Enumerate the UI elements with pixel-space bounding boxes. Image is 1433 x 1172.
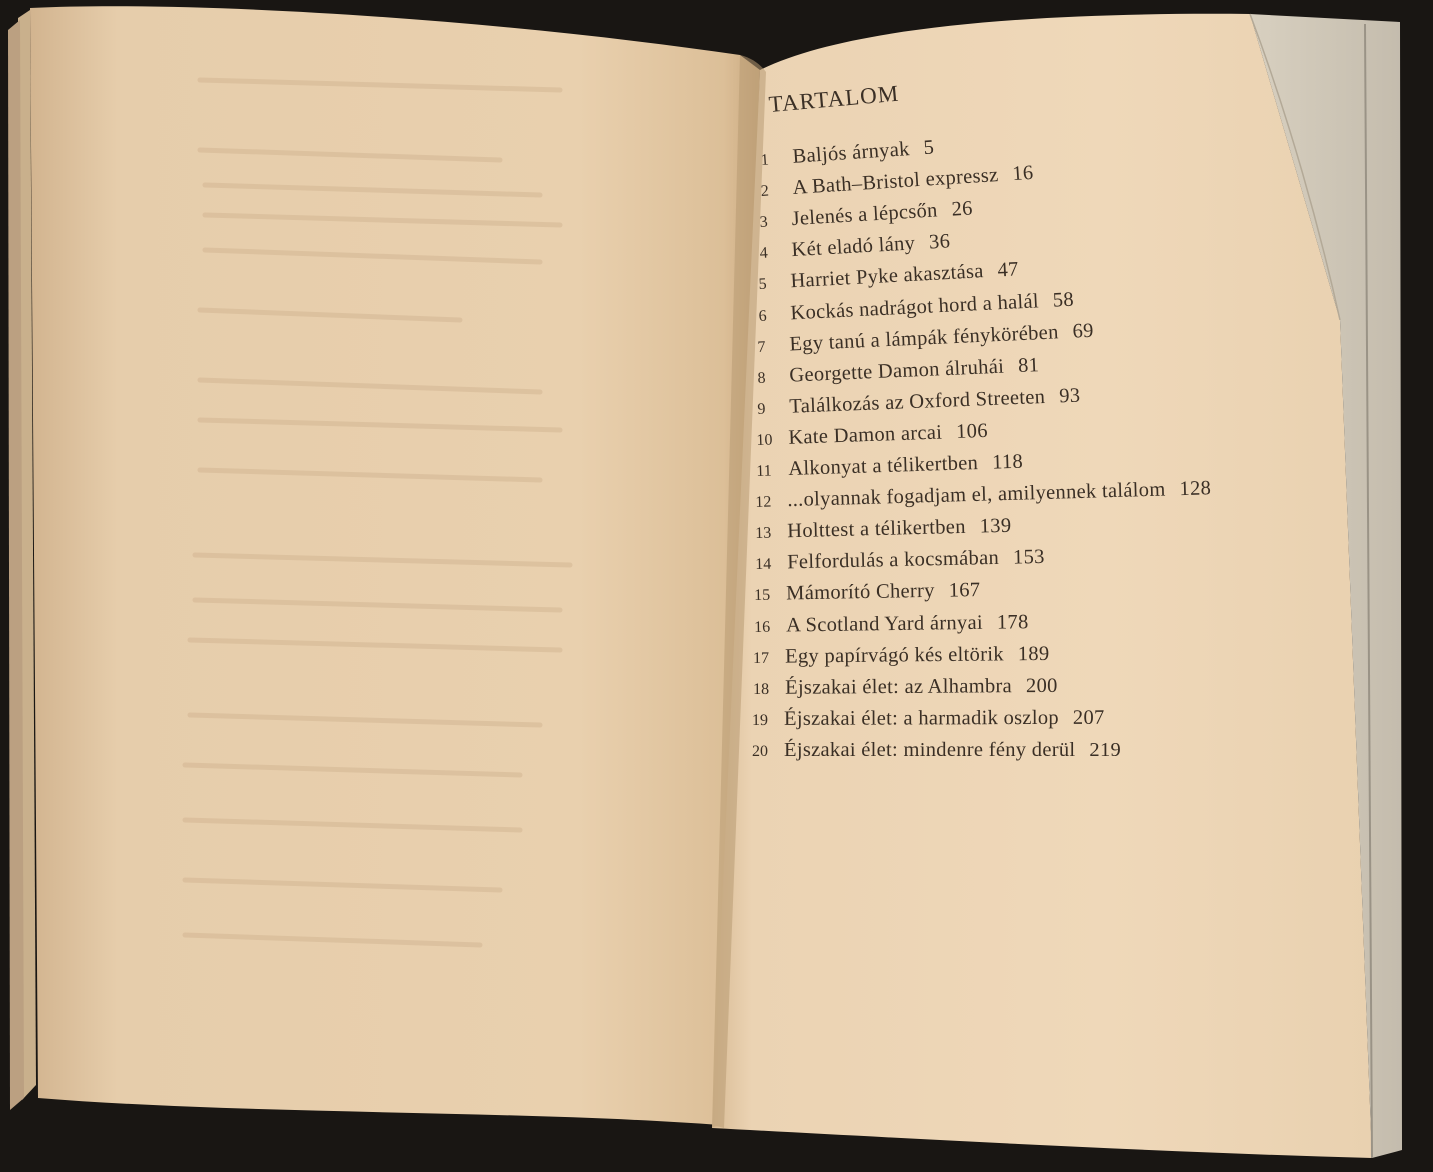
chapter-number: 15 — [754, 586, 771, 604]
chapter-page-number: 26 — [950, 197, 974, 221]
chapter-number: 2 — [760, 182, 770, 200]
right-page — [712, 14, 1372, 1158]
chapter-page-number: 118 — [991, 450, 1024, 474]
chapter-title-text: Egy tanú a lámpák fénykörében — [788, 321, 1060, 356]
chapter-number: 13 — [755, 524, 772, 542]
chapter-number: 7 — [757, 338, 766, 356]
chapter-number: 18 — [753, 680, 770, 698]
chapter-page-number: 207 — [1072, 706, 1105, 729]
chapter-number: 4 — [759, 244, 769, 262]
chapter-page-number: 106 — [955, 419, 989, 444]
chapter-number: 6 — [758, 307, 768, 325]
chapter-title-text: Felfordulás a kocsmában — [786, 546, 1000, 574]
chapter-title-text: Találkozás az Oxford Streeten — [788, 385, 1046, 418]
chapter-page-number: 58 — [1052, 288, 1075, 312]
chapter-title-text: ...olyannak fogadjam el, amilyennek találom — [786, 478, 1166, 512]
chapter-page-number: 5 — [922, 136, 935, 160]
chapter-title-text: Éjszakai élet: az Alhambra — [784, 675, 1013, 699]
chapter-page-number: 189 — [1017, 642, 1050, 666]
toc-heading: TARTALOM — [767, 80, 901, 118]
chapter-number: 11 — [756, 462, 773, 480]
chapter-page-number: 139 — [979, 514, 1012, 538]
chapter-number: 5 — [758, 275, 768, 293]
chapter-page-number: 81 — [1017, 354, 1040, 378]
chapter-title-text: Holttest a télikertben — [786, 515, 967, 543]
chapter-page-number: 178 — [996, 611, 1029, 634]
chapter-title-text: Kate Damon arcai — [787, 421, 943, 449]
chapter-title-text: Alkonyat a télikertben — [787, 452, 979, 480]
chapter-title-text: Éjszakai élet: a harmadik oszlop — [783, 706, 1059, 730]
chapter-title-text: Éjszakai élet: mindenre fény derül — [784, 739, 1076, 761]
chapter-page-number: 128 — [1179, 477, 1212, 501]
chapter-page-number: 200 — [1025, 674, 1058, 698]
chapter-page-number: 153 — [1012, 545, 1045, 569]
chapter-number: 19 — [752, 711, 769, 729]
chapter-title-text: Mámorító Cherry — [785, 579, 935, 605]
chapter-title-text: Egy papírvágó kés eltörik — [784, 643, 1004, 668]
chapter-page-number: 93 — [1058, 384, 1081, 408]
chapter-title-text: Georgette Damon álruhái — [788, 355, 1005, 387]
chapter-number: 8 — [757, 369, 766, 387]
chapter-number: 3 — [759, 213, 769, 231]
chapter-title-text: Kockás nadrágot hord a halál — [789, 290, 1040, 325]
chapter-number: 20 — [752, 743, 768, 760]
chapter-title-text: A Scotland Yard árnyai — [785, 611, 984, 637]
chapter-number: 1 — [760, 151, 770, 169]
chapter-title-text: Jelenés a lépcsőn — [790, 199, 939, 231]
chapter-title-text: Baljós árnyak — [791, 138, 911, 168]
chapter-page-number: 47 — [996, 258, 1020, 282]
chapter-page-number: 69 — [1072, 319, 1095, 343]
chapter-number: 14 — [755, 555, 772, 573]
chapter-page-number: 16 — [1011, 161, 1035, 186]
chapter-page-number: 36 — [928, 230, 951, 254]
chapter-title-text: Két eladó lány — [790, 232, 916, 262]
left-page — [30, 6, 760, 1125]
chapter-page-number: 219 — [1089, 739, 1122, 761]
chapter-number: 12 — [755, 493, 772, 511]
chapter-number: 10 — [756, 431, 773, 449]
chapter-page-number: 167 — [948, 579, 981, 602]
chapter-number: 17 — [753, 649, 770, 667]
chapter-number: 9 — [757, 400, 766, 418]
chapter-number: 16 — [754, 618, 771, 636]
chapter-title-text: Harriet Pyke akasztása — [789, 260, 985, 293]
chapter-title-text: A Bath–Bristol expressz — [791, 164, 1000, 199]
